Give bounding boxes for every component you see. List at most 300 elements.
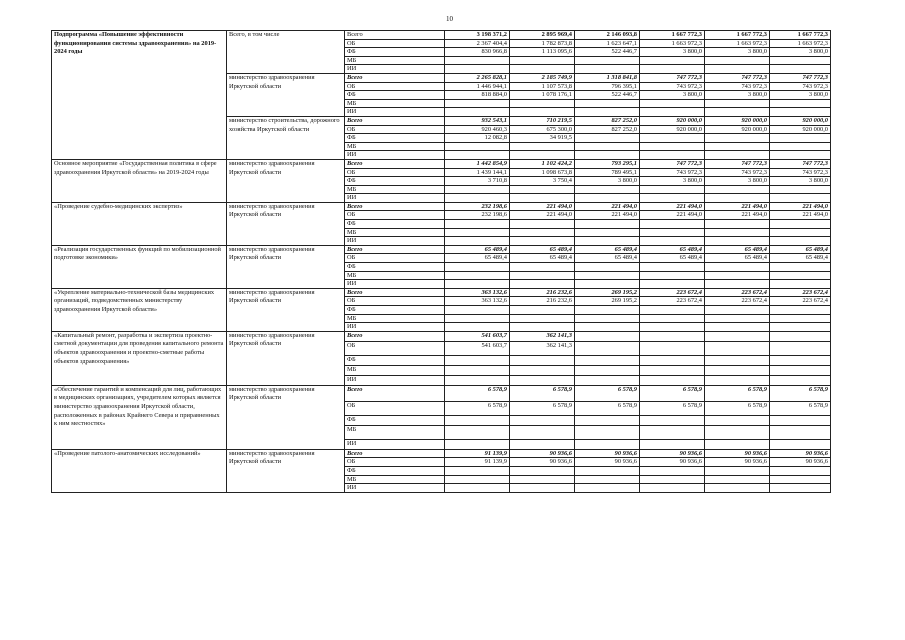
amount-cell bbox=[510, 99, 575, 108]
amount-cell bbox=[770, 375, 831, 385]
amount-cell bbox=[575, 228, 640, 237]
amount-cell: 827 252,0 bbox=[575, 125, 640, 134]
program-name: Основное мероприятие «Государственная политика в сфере здравоохранения Иркутской области» на 2019-2024 годы bbox=[52, 159, 227, 202]
amount-cell: 710 219,5 bbox=[510, 116, 575, 125]
amount-cell: 221 494,0 bbox=[705, 202, 770, 211]
amount-cell bbox=[770, 484, 831, 493]
amount-cell bbox=[510, 280, 575, 289]
amount-cell: 6 578,9 bbox=[770, 385, 831, 401]
amount-cell bbox=[770, 415, 831, 425]
amount-cell bbox=[575, 475, 640, 484]
amount-cell bbox=[705, 314, 770, 323]
amount-cell bbox=[770, 365, 831, 375]
amount-cell bbox=[445, 365, 510, 375]
amount-cell bbox=[510, 439, 575, 449]
amount-cell: 1 663 972,3 bbox=[770, 39, 831, 48]
amount-cell: 90 936,6 bbox=[640, 458, 705, 467]
amount-cell bbox=[510, 484, 575, 493]
amount-cell bbox=[575, 134, 640, 143]
amount-cell bbox=[640, 237, 705, 246]
amount-cell bbox=[575, 151, 640, 160]
funding-source: МБ bbox=[345, 185, 445, 194]
amount-cell: 920 000,0 bbox=[705, 125, 770, 134]
amount-cell: 91 139,9 bbox=[445, 458, 510, 467]
amount-cell bbox=[445, 355, 510, 365]
executor-name: Всего, в том числе bbox=[227, 31, 345, 74]
executor-name: министерство здравоохранения Иркутской области bbox=[227, 449, 345, 492]
amount-cell: 90 936,6 bbox=[510, 458, 575, 467]
amount-cell bbox=[510, 56, 575, 65]
amount-cell: 1 667 772,3 bbox=[770, 31, 831, 40]
amount-cell: 223 672,4 bbox=[705, 297, 770, 306]
amount-cell: 2 185 749,9 bbox=[510, 73, 575, 82]
amount-cell: 223 672,4 bbox=[770, 297, 831, 306]
amount-cell bbox=[705, 323, 770, 332]
funding-source: ОБ bbox=[345, 254, 445, 263]
amount-cell: 747 772,3 bbox=[640, 73, 705, 82]
amount-cell bbox=[640, 228, 705, 237]
amount-cell bbox=[705, 415, 770, 425]
amount-cell bbox=[770, 263, 831, 272]
program-name: «Проведение судебно-медицинских экспертиз» bbox=[52, 202, 227, 245]
amount-cell bbox=[770, 151, 831, 160]
amount-cell bbox=[770, 466, 831, 475]
amount-cell: 90 936,6 bbox=[705, 458, 770, 467]
amount-cell: 90 936,6 bbox=[510, 449, 575, 458]
amount-cell bbox=[705, 194, 770, 203]
amount-cell: 3 800,0 bbox=[770, 91, 831, 100]
amount-cell bbox=[640, 331, 705, 341]
funding-source: ОБ bbox=[345, 401, 445, 415]
amount-cell: 818 884,0 bbox=[445, 91, 510, 100]
amount-cell bbox=[705, 228, 770, 237]
amount-cell bbox=[510, 415, 575, 425]
amount-cell bbox=[445, 65, 510, 74]
amount-cell bbox=[510, 65, 575, 74]
amount-cell bbox=[640, 306, 705, 315]
amount-cell: 3 800,0 bbox=[640, 48, 705, 57]
amount-cell bbox=[640, 56, 705, 65]
amount-cell: 1 446 944,1 bbox=[445, 82, 510, 91]
funding-source: МБ bbox=[345, 142, 445, 151]
amount-cell bbox=[445, 280, 510, 289]
amount-cell: 362 141,3 bbox=[510, 341, 575, 355]
amount-cell bbox=[770, 341, 831, 355]
amount-cell: 6 578,9 bbox=[510, 401, 575, 415]
funding-source: ФБ bbox=[345, 466, 445, 475]
amount-cell: 363 132,6 bbox=[445, 297, 510, 306]
amount-cell: 90 936,6 bbox=[705, 449, 770, 458]
amount-cell bbox=[705, 134, 770, 143]
amount-cell: 232 198,6 bbox=[445, 211, 510, 220]
amount-cell: 65 489,4 bbox=[510, 254, 575, 263]
program-name: «Обеспечение гарантий и компенсаций для лиц, работающих в медицинских организациях, учредителем которых является министерство здравоохранения Иркутской области, расположенных в районах Крайнего Севера и приравненных к ним местностях» bbox=[52, 385, 227, 449]
amount-cell bbox=[575, 484, 640, 493]
amount-cell bbox=[445, 439, 510, 449]
amount-cell bbox=[640, 314, 705, 323]
amount-cell bbox=[770, 56, 831, 65]
amount-cell: 2 146 093,8 bbox=[575, 31, 640, 40]
funding-source: ФБ bbox=[345, 355, 445, 365]
amount-cell: 743 972,3 bbox=[705, 168, 770, 177]
funding-source: ОБ bbox=[345, 82, 445, 91]
amount-cell bbox=[705, 99, 770, 108]
amount-cell bbox=[640, 134, 705, 143]
funding-source: ОБ bbox=[345, 458, 445, 467]
amount-cell: 1 098 673,8 bbox=[510, 168, 575, 177]
funding-source: ФБ bbox=[345, 177, 445, 186]
amount-cell: 789 495,1 bbox=[575, 168, 640, 177]
amount-cell: 90 936,6 bbox=[770, 458, 831, 467]
amount-cell: 65 489,4 bbox=[510, 245, 575, 254]
amount-cell bbox=[510, 142, 575, 151]
amount-cell: 6 578,9 bbox=[575, 385, 640, 401]
amount-cell bbox=[705, 484, 770, 493]
amount-cell bbox=[510, 314, 575, 323]
amount-cell: 223 672,4 bbox=[705, 288, 770, 297]
funding-source: ФБ bbox=[345, 134, 445, 143]
amount-cell bbox=[510, 466, 575, 475]
funding-source: ИИ bbox=[345, 65, 445, 74]
table-row bbox=[52, 202, 831, 211]
amount-cell: 91 139,9 bbox=[445, 449, 510, 458]
funding-source: Всего bbox=[345, 73, 445, 82]
amount-cell: 3 800,0 bbox=[770, 177, 831, 186]
amount-cell: 3 800,0 bbox=[640, 91, 705, 100]
amount-cell bbox=[510, 228, 575, 237]
amount-cell bbox=[770, 237, 831, 246]
funding-source: Всего bbox=[345, 245, 445, 254]
amount-cell bbox=[705, 220, 770, 229]
amount-cell: 1 439 144,1 bbox=[445, 168, 510, 177]
funding-source: Всего bbox=[345, 202, 445, 211]
amount-cell bbox=[770, 220, 831, 229]
amount-cell: 221 494,0 bbox=[640, 202, 705, 211]
amount-cell bbox=[445, 271, 510, 280]
amount-cell: 675 300,0 bbox=[510, 125, 575, 134]
program-name: «Укрепление материально-технической базы медицинских организаций, подведомственных министерству здравоохранения Иркутской области» bbox=[52, 288, 227, 331]
funding-source: МБ bbox=[345, 271, 445, 280]
funding-source: Всего bbox=[345, 159, 445, 168]
table-row bbox=[52, 385, 831, 401]
funding-source: ИИ bbox=[345, 108, 445, 117]
amount-cell bbox=[445, 415, 510, 425]
amount-cell bbox=[575, 99, 640, 108]
funding-source: ОБ bbox=[345, 125, 445, 134]
amount-cell: 3 800,0 bbox=[705, 48, 770, 57]
amount-cell: 920 000,0 bbox=[640, 125, 705, 134]
amount-cell bbox=[705, 306, 770, 315]
amount-cell bbox=[510, 425, 575, 439]
amount-cell: 522 446,7 bbox=[575, 48, 640, 57]
amount-cell bbox=[770, 108, 831, 117]
amount-cell bbox=[640, 323, 705, 332]
amount-cell: 65 489,4 bbox=[640, 254, 705, 263]
amount-cell bbox=[445, 220, 510, 229]
amount-cell bbox=[575, 306, 640, 315]
amount-cell bbox=[640, 185, 705, 194]
amount-cell bbox=[575, 439, 640, 449]
amount-cell: 1 623 647,1 bbox=[575, 39, 640, 48]
amount-cell: 362 141,3 bbox=[510, 331, 575, 341]
amount-cell bbox=[705, 142, 770, 151]
amount-cell bbox=[445, 142, 510, 151]
amount-cell bbox=[575, 314, 640, 323]
amount-cell bbox=[575, 237, 640, 246]
funding-source: Всего bbox=[345, 331, 445, 341]
table-row bbox=[52, 449, 831, 458]
amount-cell: 65 489,4 bbox=[445, 254, 510, 263]
amount-cell bbox=[705, 263, 770, 272]
budget-table bbox=[51, 30, 831, 493]
amount-cell bbox=[445, 185, 510, 194]
funding-source: ИИ bbox=[345, 439, 445, 449]
funding-source: ИИ bbox=[345, 237, 445, 246]
amount-cell bbox=[510, 237, 575, 246]
amount-cell bbox=[445, 108, 510, 117]
amount-cell: 216 232,6 bbox=[510, 288, 575, 297]
amount-cell: 221 494,0 bbox=[640, 211, 705, 220]
amount-cell bbox=[445, 194, 510, 203]
amount-cell: 522 446,7 bbox=[575, 91, 640, 100]
amount-cell: 920 000,0 bbox=[770, 125, 831, 134]
amount-cell bbox=[770, 475, 831, 484]
amount-cell: 743 972,3 bbox=[770, 82, 831, 91]
amount-cell: 6 578,9 bbox=[640, 401, 705, 415]
amount-cell: 221 494,0 bbox=[575, 211, 640, 220]
amount-cell bbox=[705, 108, 770, 117]
funding-source: МБ bbox=[345, 475, 445, 484]
amount-cell bbox=[575, 194, 640, 203]
amount-cell: 541 603,7 bbox=[445, 341, 510, 355]
amount-cell: 90 936,6 bbox=[640, 449, 705, 458]
amount-cell: 3 710,8 bbox=[445, 177, 510, 186]
amount-cell bbox=[770, 185, 831, 194]
amount-cell: 2 895 969,4 bbox=[510, 31, 575, 40]
amount-cell: 65 489,4 bbox=[575, 254, 640, 263]
amount-cell bbox=[640, 439, 705, 449]
amount-cell: 3 198 371,2 bbox=[445, 31, 510, 40]
amount-cell: 920 000,0 bbox=[705, 116, 770, 125]
amount-cell bbox=[640, 415, 705, 425]
amount-cell bbox=[640, 263, 705, 272]
amount-cell: 12 082,8 bbox=[445, 134, 510, 143]
executor-name: министерство здравоохранения Иркутской области bbox=[227, 202, 345, 245]
amount-cell bbox=[640, 142, 705, 151]
funding-source: МБ bbox=[345, 314, 445, 323]
amount-cell bbox=[770, 134, 831, 143]
amount-cell bbox=[770, 65, 831, 74]
amount-cell: 65 489,4 bbox=[575, 245, 640, 254]
executor-name: министерство здравоохранения Иркутской области bbox=[227, 159, 345, 202]
amount-cell: 6 578,9 bbox=[510, 385, 575, 401]
amount-cell bbox=[640, 425, 705, 439]
amount-cell bbox=[640, 475, 705, 484]
funding-source: ИИ bbox=[345, 323, 445, 332]
executor-name: министерство строительства, дорожного хозяйства Иркутской области bbox=[227, 116, 345, 159]
executor-name: министерство здравоохранения Иркутской области bbox=[227, 245, 345, 288]
amount-cell bbox=[445, 151, 510, 160]
program-name: «Капитальный ремонт, разработка и экспертиза проектно-сметной документации для проведения капитального ремонта объектов здравоохранения и проектно-сметные работы объектов здравоохранения» bbox=[52, 331, 227, 385]
amount-cell bbox=[445, 237, 510, 246]
amount-cell bbox=[770, 194, 831, 203]
funding-source: Всего bbox=[345, 449, 445, 458]
amount-cell: 1 667 772,3 bbox=[640, 31, 705, 40]
amount-cell bbox=[770, 323, 831, 332]
amount-cell bbox=[705, 439, 770, 449]
amount-cell bbox=[445, 475, 510, 484]
amount-cell: 221 494,0 bbox=[575, 202, 640, 211]
amount-cell: 216 232,6 bbox=[510, 297, 575, 306]
table-row bbox=[52, 159, 831, 168]
amount-cell bbox=[705, 151, 770, 160]
amount-cell bbox=[510, 271, 575, 280]
amount-cell: 6 578,9 bbox=[705, 401, 770, 415]
amount-cell bbox=[575, 415, 640, 425]
amount-cell: 90 936,6 bbox=[575, 458, 640, 467]
funding-source: ФБ bbox=[345, 48, 445, 57]
amount-cell bbox=[705, 280, 770, 289]
amount-cell: 830 966,8 bbox=[445, 48, 510, 57]
program-name: «Проведение патолого-анатомических исследований» bbox=[52, 449, 227, 492]
amount-cell: 221 494,0 bbox=[770, 202, 831, 211]
amount-cell bbox=[705, 331, 770, 341]
amount-cell: 65 489,4 bbox=[770, 254, 831, 263]
amount-cell bbox=[640, 151, 705, 160]
amount-cell: 747 772,3 bbox=[770, 73, 831, 82]
amount-cell: 3 800,0 bbox=[575, 177, 640, 186]
amount-cell: 6 578,9 bbox=[575, 401, 640, 415]
amount-cell bbox=[510, 323, 575, 332]
amount-cell: 221 494,0 bbox=[770, 211, 831, 220]
amount-cell: 747 772,3 bbox=[705, 159, 770, 168]
amount-cell: 363 132,6 bbox=[445, 288, 510, 297]
funding-source: ИИ bbox=[345, 151, 445, 160]
funding-source: ФБ bbox=[345, 263, 445, 272]
page-number: 10 bbox=[446, 15, 453, 23]
amount-cell bbox=[445, 323, 510, 332]
funding-source: МБ bbox=[345, 56, 445, 65]
amount-cell: 90 936,6 bbox=[575, 449, 640, 458]
amount-cell: 232 198,6 bbox=[445, 202, 510, 211]
amount-cell bbox=[705, 271, 770, 280]
amount-cell bbox=[640, 466, 705, 475]
amount-cell: 65 489,4 bbox=[705, 254, 770, 263]
amount-cell: 793 295,1 bbox=[575, 159, 640, 168]
amount-cell bbox=[445, 466, 510, 475]
amount-cell bbox=[640, 375, 705, 385]
amount-cell bbox=[575, 466, 640, 475]
amount-cell bbox=[575, 56, 640, 65]
amount-cell bbox=[640, 65, 705, 74]
amount-cell bbox=[770, 355, 831, 365]
amount-cell bbox=[640, 341, 705, 355]
amount-cell bbox=[770, 142, 831, 151]
amount-cell bbox=[575, 375, 640, 385]
amount-cell bbox=[640, 194, 705, 203]
amount-cell: 1 782 873,8 bbox=[510, 39, 575, 48]
amount-cell bbox=[705, 237, 770, 246]
amount-cell bbox=[445, 314, 510, 323]
funding-source: Всего bbox=[345, 116, 445, 125]
amount-cell: 223 672,4 bbox=[770, 288, 831, 297]
amount-cell bbox=[705, 341, 770, 355]
amount-cell bbox=[705, 375, 770, 385]
table-row bbox=[52, 31, 831, 40]
amount-cell: 2 367 404,4 bbox=[445, 39, 510, 48]
executor-name: министерство здравоохранения Иркутской области bbox=[227, 385, 345, 449]
amount-cell bbox=[705, 56, 770, 65]
amount-cell bbox=[510, 194, 575, 203]
funding-source: ОБ bbox=[345, 39, 445, 48]
amount-cell: 1 442 854,9 bbox=[445, 159, 510, 168]
funding-source: ОБ bbox=[345, 297, 445, 306]
amount-cell bbox=[575, 142, 640, 151]
amount-cell: 920 000,0 bbox=[770, 116, 831, 125]
amount-cell bbox=[770, 439, 831, 449]
amount-cell: 1 318 841,8 bbox=[575, 73, 640, 82]
amount-cell: 1 663 972,3 bbox=[640, 39, 705, 48]
amount-cell: 747 772,3 bbox=[705, 73, 770, 82]
funding-source: МБ bbox=[345, 365, 445, 375]
amount-cell bbox=[705, 466, 770, 475]
amount-cell: 796 395,1 bbox=[575, 82, 640, 91]
funding-source: МБ bbox=[345, 228, 445, 237]
amount-cell: 65 489,4 bbox=[705, 245, 770, 254]
amount-cell bbox=[640, 365, 705, 375]
amount-cell: 827 252,0 bbox=[575, 116, 640, 125]
funding-source: Всего bbox=[345, 288, 445, 297]
amount-cell: 747 772,3 bbox=[770, 159, 831, 168]
amount-cell: 1 667 772,3 bbox=[705, 31, 770, 40]
amount-cell bbox=[770, 306, 831, 315]
amount-cell: 6 578,9 bbox=[705, 385, 770, 401]
amount-cell: 743 972,3 bbox=[770, 168, 831, 177]
amount-cell bbox=[770, 280, 831, 289]
amount-cell: 920 000,0 bbox=[640, 116, 705, 125]
amount-cell bbox=[445, 228, 510, 237]
amount-cell bbox=[575, 280, 640, 289]
amount-cell: 269 195,2 bbox=[575, 297, 640, 306]
amount-cell: 223 672,4 bbox=[640, 297, 705, 306]
amount-cell: 65 489,4 bbox=[640, 245, 705, 254]
table-row bbox=[52, 288, 831, 297]
amount-cell bbox=[640, 99, 705, 108]
amount-cell: 3 800,0 bbox=[770, 48, 831, 57]
funding-source: ФБ bbox=[345, 306, 445, 315]
amount-cell: 743 972,3 bbox=[640, 168, 705, 177]
amount-cell bbox=[575, 271, 640, 280]
amount-cell bbox=[575, 323, 640, 332]
table-row bbox=[52, 245, 831, 254]
amount-cell bbox=[705, 65, 770, 74]
amount-cell bbox=[445, 99, 510, 108]
program-name: «Реализация государственных функций по мобилизационной подготовке экономики» bbox=[52, 245, 227, 288]
funding-source: ОБ bbox=[345, 168, 445, 177]
amount-cell bbox=[445, 425, 510, 439]
amount-cell: 269 195,2 bbox=[575, 288, 640, 297]
amount-cell: 2 265 828,1 bbox=[445, 73, 510, 82]
amount-cell bbox=[770, 99, 831, 108]
amount-cell bbox=[575, 65, 640, 74]
amount-cell bbox=[445, 375, 510, 385]
amount-cell bbox=[770, 331, 831, 341]
amount-cell bbox=[510, 263, 575, 272]
amount-cell bbox=[445, 306, 510, 315]
amount-cell bbox=[705, 365, 770, 375]
funding-source: ИИ bbox=[345, 484, 445, 493]
funding-source: ФБ bbox=[345, 91, 445, 100]
